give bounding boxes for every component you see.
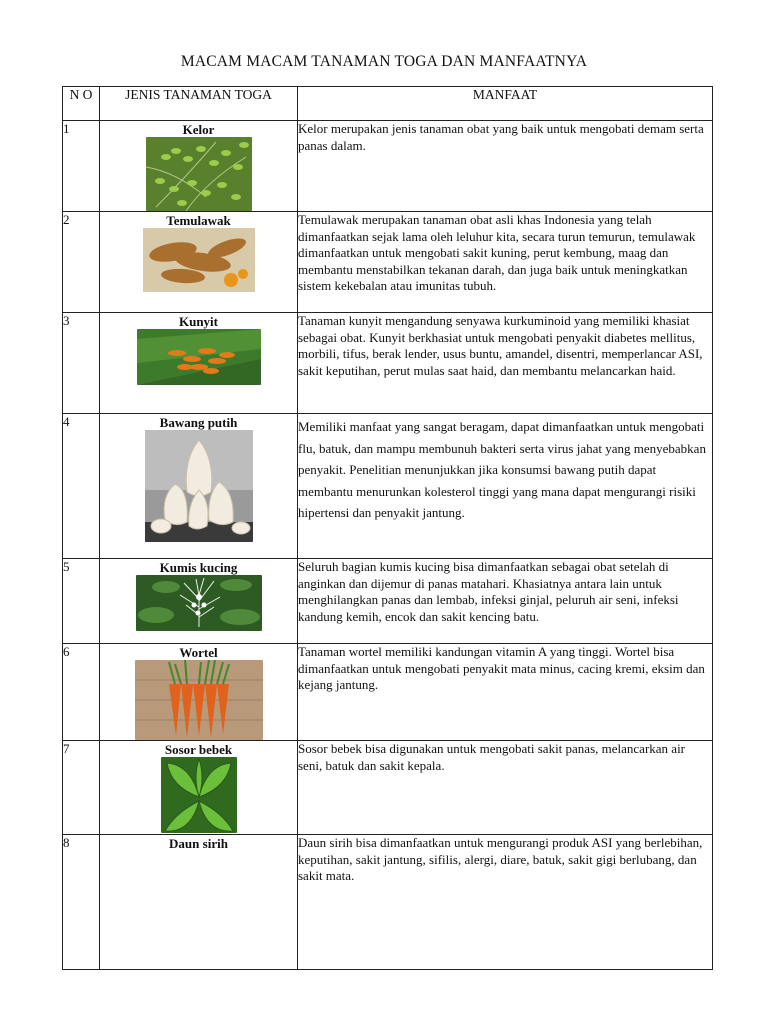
header-benefit: MANFAAT	[298, 87, 713, 121]
document-title: MACAM MACAM TANAMAN TOGA DAN MANFAATNYA	[180, 53, 588, 70]
plant-name: Kumis kucing	[159, 560, 238, 575]
row-number: 6	[63, 644, 100, 741]
row-number: 5	[63, 559, 100, 644]
plant-name: Bawang putih	[159, 415, 238, 430]
benefit-text: Sosor bebek bisa digunakan untuk mengobati sakit panas, melancarkan air seni, batuk dan sakit kepala.	[298, 741, 713, 835]
plant-name: Kunyit	[178, 314, 218, 329]
benefit-text: Tanaman kunyit mengandung senyawa kurkuminoid yang memiliki khasiat sebagai obat. Kunyit berkhasiat untuk mengobati penyakit diabetes mellitus, morbili, tifus, berak lender, usus buntu, amandel, disentri, memperlancar ASI, sakit keputihan, perut mulas saat haid, dan membantu melancarkan haid.	[298, 313, 713, 414]
benefit-text: Memiliki manfaat yang sangat beragam, dapat dimanfaatkan untuk mengobati flu, batuk, dan mampu membunuh bakteri serta virus jahat yang menyebabkan penyakit. Penelitian menunjukkan jika konsumsi bawang putih dapat membantu menurunkan kolesterol tinggi yang mana dapat mengurangi risiki hipertensi dan penyakit jantung.	[298, 414, 713, 559]
table-row	[63, 644, 713, 741]
kunyit-turmeric-photo	[137, 329, 261, 385]
plant-name: Wortel	[179, 645, 218, 660]
table-row	[63, 313, 713, 414]
kumis-kucing-flower-photo	[136, 575, 262, 631]
header-plant-name: JENIS TANAMAN TOGA	[100, 87, 298, 121]
benefit-text: Temulawak merupakan tanaman obat asli khas Indonesia yang telah dimanfaatkan sejak lama oleh leluhur kita, secara turun temurun, temulawak dimanfaatkan untuk mengobati sakit kuning, perut kembung, maag dan membantu menstabilkan tekanan darah, dan juga baik untuk meningkatkan sistem kekebalan atau imunitas tubuh.	[298, 212, 713, 313]
plant-table	[62, 86, 713, 970]
row-number: 3	[63, 313, 100, 414]
header-no: N O	[63, 87, 100, 121]
plant-name: Temulawak	[166, 213, 231, 228]
table-row	[63, 741, 713, 835]
plant-name: Daun sirih	[169, 836, 228, 851]
table-row	[63, 414, 713, 559]
benefit-text: Daun sirih bisa dimanfaatkan untuk mengurangi produk ASI yang berlebihan, keputihan, sakit jantung, sifilis, alergi, diare, batuk, sakit gigi berlubang, dan sakit mata.	[298, 835, 713, 970]
row-number: 7	[63, 741, 100, 835]
kelor-leaves-photo	[146, 137, 252, 211]
benefit-text: Seluruh bagian kumis kucing bisa dimanfaatkan sebagai obat setelah di anginkan dan dijemur di panas matahari. Khasiatnya antara lain untuk menghilangkan panas dan lembab, infeksi ginjal, peluruh air seni, infeksi kandung kemih, encok dan sakit kencing batu.	[298, 559, 713, 644]
table-row	[63, 835, 713, 970]
bawang-putih-garlic-photo	[145, 430, 253, 542]
row-number: 1	[63, 121, 100, 212]
row-number: 4	[63, 414, 100, 559]
row-number: 8	[63, 835, 100, 970]
table-row	[63, 212, 713, 313]
table-row	[63, 121, 713, 212]
plant-name: Sosor bebek	[164, 742, 233, 757]
benefit-text: Tanaman wortel memiliki kandungan vitamin A yang tinggi. Wortel bisa dimanfaatkan untuk mengobati penyakit mata minus, cacing kremi, eksim dan kejang jantung.	[298, 644, 713, 741]
table-header-row	[63, 87, 713, 121]
table-row	[63, 559, 713, 644]
row-number: 2	[63, 212, 100, 313]
benefit-text: Kelor merupakan jenis tanaman obat yang baik untuk mengobati demam serta panas dalam.	[298, 121, 713, 212]
wortel-carrot-photo	[135, 660, 263, 740]
plant-name: Kelor	[182, 122, 215, 137]
sosor-bebek-leaf-photo	[161, 757, 237, 833]
temulawak-rhizome-photo	[143, 228, 255, 292]
